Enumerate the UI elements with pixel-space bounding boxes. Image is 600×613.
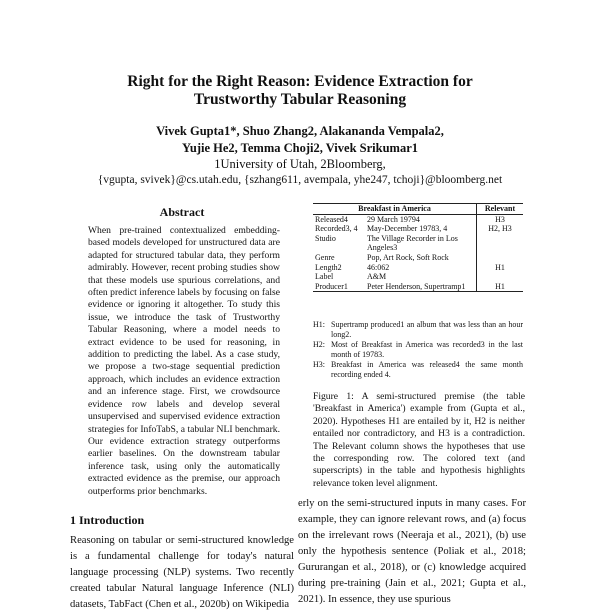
- hypotheses-list: [313, 320, 523, 381]
- hypothesis-key: H2:: [313, 340, 325, 350]
- table-row: [313, 272, 523, 282]
- authors-line2: Yujie He2, Temma Choji2, Vivek Srikumar1: [181, 141, 418, 155]
- table-cell-relevant: H1: [477, 263, 524, 273]
- table-cell-value: A&M: [367, 272, 387, 282]
- table-cell-key: Length2: [315, 262, 342, 272]
- hypothesis-key: H3:: [313, 360, 325, 370]
- column2-text: erly on the semi-structured inputs in many cases. For example, they can ignore relevant rows, and (a) focus on the irrelevant rows (Neeraja et al., 2021), (b) use only the hypothesis sentence (Poliak et al., 2018; Gururangan et al., 2018), or (c) knowledge acquired during pre-training (Jain et al., 2021; Gupta et al., 2021). In essence, they use spurious: [298, 498, 526, 605]
- hypothesis-text: Most of Breakfast in America was recorded3 in the last month of 19783.: [331, 340, 523, 359]
- table-cell-key: Label: [315, 272, 334, 282]
- table-row: [313, 224, 523, 234]
- intro-body: [70, 533, 294, 613]
- table-cell-relevant: [477, 253, 524, 263]
- table-cell-value: May-December 19783, 4: [367, 224, 448, 234]
- table-cell-relevant: H2, H3: [477, 224, 524, 234]
- table-cell-value: 46:062: [367, 262, 390, 272]
- table-cell-value: 29 March 19794: [367, 214, 420, 224]
- table-header-title: Breakfast in America: [313, 204, 477, 215]
- table-row: [313, 234, 523, 253]
- table-cell-key: Producer1: [313, 282, 365, 292]
- hypothesis-item: [313, 360, 523, 379]
- hypothesis-key: H1:: [313, 320, 325, 329]
- abstract-body: [88, 225, 280, 498]
- table-cell-key: Studio: [315, 233, 336, 243]
- table-cell-relevant: [477, 272, 524, 282]
- table-row: [313, 263, 523, 273]
- hypothesis-text: Breakfast in America was released4 the same month recording ended 4.: [331, 360, 523, 379]
- table-header-row: [313, 204, 523, 215]
- intro-text: Reasoning on tabular or semi-structured knowledge is a fundamental challenge for today's natural language processing (NLP) systems. Two recently created tabular Natural language Inference (NLI) datasets, TabFact (Chen et al., 2020b) on Wikipedia: [70, 535, 294, 610]
- paper-title-line1: Right for the Right Reason: Evidence Extraction for: [127, 73, 473, 90]
- breakfast-table: [313, 203, 523, 292]
- abstract-heading: Abstract: [159, 205, 205, 219]
- hypothesis-item: [313, 320, 523, 339]
- table-cell-relevant: [477, 234, 524, 253]
- table-cell-key: Genre: [315, 252, 335, 262]
- table-cell-value: The Village Recorder in Los Angeles3: [367, 233, 458, 253]
- table-row: [313, 253, 523, 263]
- intro-heading: 1 Introduction: [70, 513, 145, 527]
- table-cell-key: Released4: [315, 214, 348, 224]
- column2-body: [298, 496, 526, 608]
- affiliation: 1University of Utah, 2Bloomberg,: [214, 157, 386, 171]
- table-cell-key: Recorded3, 4: [315, 224, 358, 234]
- table-cell-relevant: H3: [477, 214, 524, 224]
- table-header-relevant: Relevant: [477, 204, 524, 215]
- table-cell-value: Pop, Art Rock, Soft Rock: [367, 252, 449, 262]
- table-cell-relevant: H1: [477, 282, 524, 292]
- table-row: [313, 214, 523, 224]
- table-cell-value: Peter Henderson, Supertramp1: [365, 282, 477, 292]
- emails: {vgupta, svivek}@cs.utah.edu, {szhang611, avempala, yhe247, tchoji}@bloomberg.net: [97, 174, 503, 186]
- paper-title-line2: Trustworthy Tabular Reasoning: [193, 91, 407, 108]
- hypothesis-item: [313, 340, 523, 359]
- hypothesis-text: Supertramp produced1 an album that was less than an hour long2.: [331, 320, 523, 339]
- figure-caption: Figure 1: A semi-structured premise (the table 'Breakfast in America') example from (Gupta et al., 2020). Hypotheses H1 are entailed by it, H2 is neither entailed nor contradictory, and H3 is a contradiction. The Relevant column shows the hypotheses that use the corresponding row. The colored text (and superscripts) in the table and hypothesis highlights relevance token level alignment.: [313, 391, 525, 489]
- authors-line1: Vivek Gupta1*, Shuo Zhang2, Alakananda Vempala2,: [156, 124, 444, 138]
- table-row: [313, 282, 523, 292]
- abstract-text: When pre-trained contextualized embedding-based models developed for unstructured data are adapted for structured tabular data, they perform admirably. However, recent probing studies show that these models use spurious correlations, and often predict inference labels by focusing on false evidence or ignoring it altogether. To study this issue, we introduce the task of Trustworthy Tabular Reasoning, where a model needs to extract evidence to be used for reasoning, in addition to predicting the label. As a case study, we propose a two-stage sequential prediction approach, which includes an evidence extraction and an inference stage. First, we crowdsource evidence row labels and develop several unsupervised and supervised evidence extraction strategies for InfoTabS, a tabular NLI benchmark. Our evidence extraction strategy outperforms earlier baselines. On the downstream tabular inference task, using only the automatically extracted evidence as the premise, our approach outperforms prior benchmarks.: [88, 225, 280, 497]
